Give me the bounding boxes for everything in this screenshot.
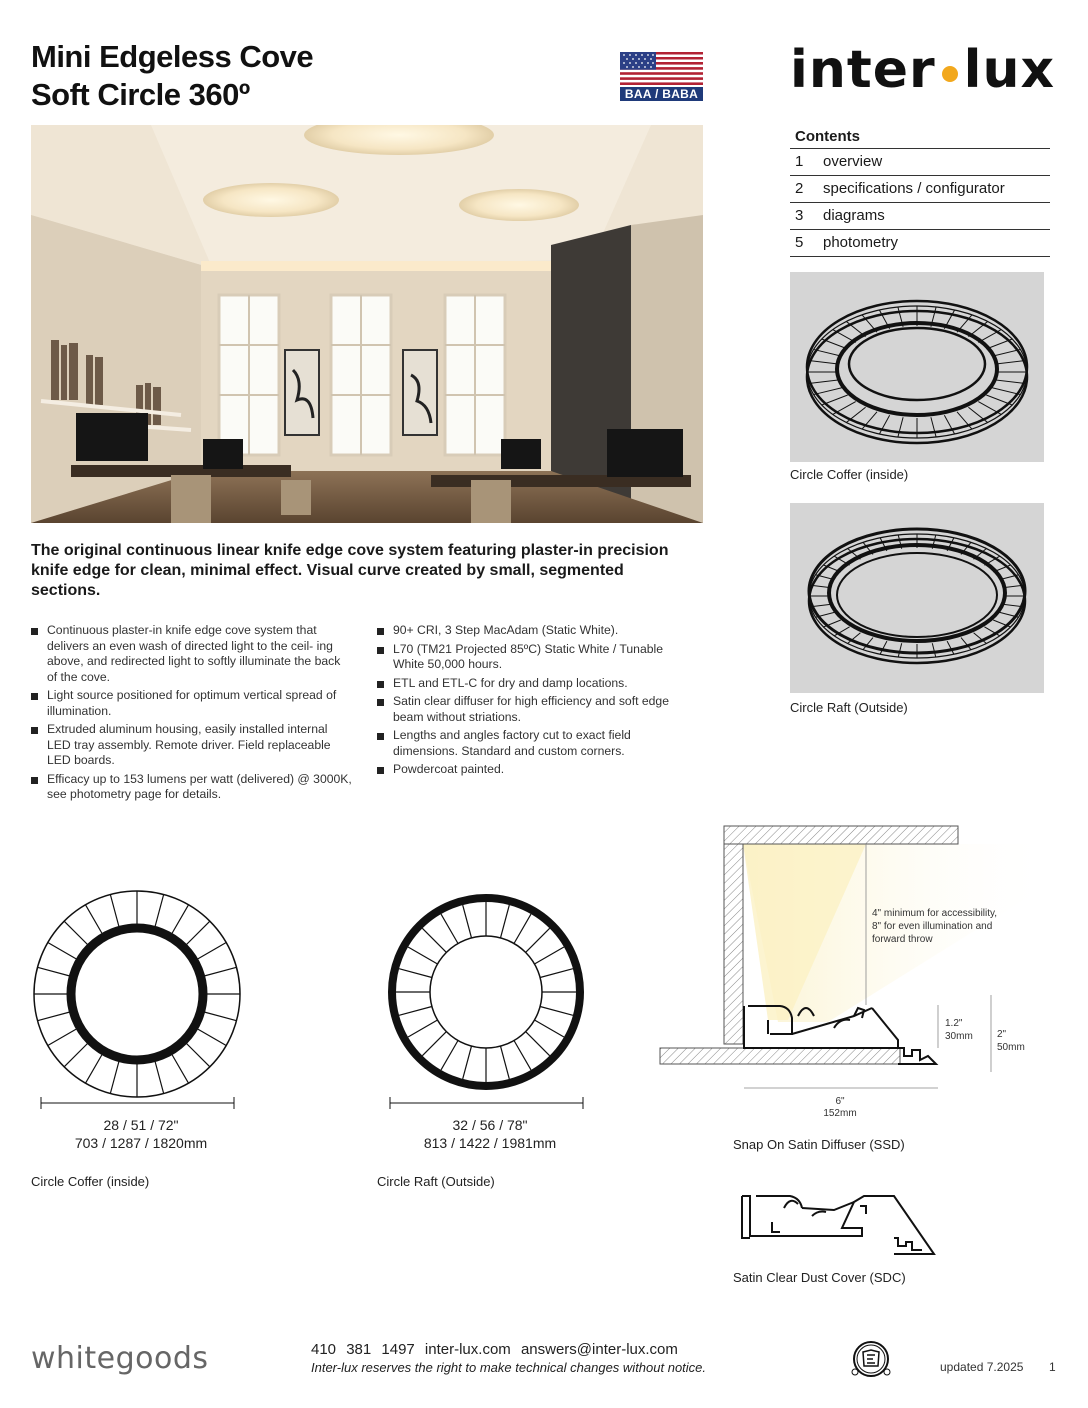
raft-dimension-in: 32 / 56 / 78" <box>452 1117 528 1133</box>
ring-segment-line <box>534 947 563 964</box>
section-note-line-3: forward throw <box>872 934 933 945</box>
contents-item-label: photometry <box>823 234 899 251</box>
feature-item: L70 (TM21 Projected 85ºC) Static White / Tunable White 50,000 hours. <box>377 642 677 673</box>
contents-item-label: specifications / configurator <box>823 180 1005 197</box>
footer-disclaimer: Inter-lux reserves the right to make technical changes without notice. <box>311 1360 707 1375</box>
ring-segment-line <box>898 643 901 657</box>
ring-segment-line <box>38 1012 70 1021</box>
ring-segment-line <box>534 1020 563 1037</box>
coffer-dimension-mm: 703 / 1287 / 1820mm <box>74 1135 208 1151</box>
footer-contact[interactable]: 410 381 1497 inter-lux.com answers@inter-lux.com <box>311 1341 678 1358</box>
coffer-dimension-in: 28 / 51 / 72" <box>103 1117 179 1133</box>
feature-item: Light source positioned for optimum vertical spread of illumination. <box>31 688 353 719</box>
page-number: 1 <box>1049 1360 1056 1374</box>
ring-segment-line <box>540 1006 573 1015</box>
ring-segment-line <box>399 1006 432 1015</box>
ring-segment-line <box>198 1029 227 1046</box>
ring-segment-line <box>986 339 1012 349</box>
ring-segment-line <box>833 402 856 415</box>
ring-segment-line <box>205 1012 237 1021</box>
feature-item: Continuous plaster-in knife edge cove system that delivers an even wash of directed light to the ceil- ing above, and redirected light to softly illuminate the back of the cove. <box>31 623 353 685</box>
ring-segment-line <box>86 1055 103 1084</box>
coffer-caption: Circle Coffer (inside) <box>31 1174 150 1189</box>
ring-segment-line <box>172 905 189 934</box>
ring-segment-line <box>814 388 842 395</box>
logo-dot-icon <box>942 66 958 82</box>
thumbnail-caption: Circle Coffer (inside) <box>790 467 909 482</box>
contents-item[interactable] <box>790 203 1050 230</box>
circle-raft-render <box>790 503 1044 693</box>
thumbnail-caption: Circle Raft (Outside) <box>790 700 908 715</box>
feature-item: ETL and ETL-C for dry and damp locations. <box>377 676 677 692</box>
contents-item[interactable] <box>790 149 1050 176</box>
ring-segment-line <box>422 928 446 952</box>
cove-section-diagram <box>658 822 1058 1122</box>
ring-segment-line <box>540 969 573 978</box>
ring-segment-line <box>64 921 87 944</box>
ring-segment-line <box>996 361 1026 364</box>
ring-segment-line <box>500 905 509 938</box>
ring-segment-line <box>441 914 458 943</box>
ring-segment-line <box>514 914 531 943</box>
baa-label: BAA / BABA <box>620 87 703 101</box>
ring-segment-line <box>992 349 1020 356</box>
ring-segment-line <box>978 330 1001 343</box>
feature-item: 90+ CRI, 3 Step MacAdam (Static White). <box>377 623 677 639</box>
contents-item-number: 5 <box>795 234 804 251</box>
contents-item-number: 1 <box>795 153 804 170</box>
section-note-line-2: 8" for even illumination and <box>872 921 993 932</box>
circle-coffer-render <box>790 272 1044 462</box>
feature-item: Powdercoat painted. <box>377 762 677 778</box>
contents-item-number: 3 <box>795 207 804 224</box>
ring-segment-line <box>526 1032 550 1056</box>
contents-item-number: 2 <box>795 180 804 197</box>
section-note-line-1: 4" minimum for accessibility, <box>872 908 998 919</box>
ring-segment-line <box>155 895 164 927</box>
width-mm: 152mm <box>823 1108 857 1119</box>
feature-item: Satin clear diffuser for high efficiency and soft edge beam without striations. <box>377 694 677 725</box>
ring-segment-line <box>978 402 1001 415</box>
ring-segment-line <box>155 1062 164 1094</box>
raft-dimension-mm: 813 / 1422 / 1981mm <box>423 1135 557 1151</box>
ring-segment-line <box>110 895 119 927</box>
ring-segment-line <box>422 1032 446 1056</box>
interlux-logo <box>790 40 1055 100</box>
ring-segment-line <box>198 943 227 960</box>
hero-photo <box>31 125 703 523</box>
ring-segment-line <box>846 407 865 422</box>
ring-segment-line <box>814 349 842 356</box>
dust-cover-caption: Satin Clear Dust Cover (SDC) <box>733 1270 906 1285</box>
contents-heading: Contents <box>790 126 1050 149</box>
ring-segment-line <box>947 641 954 654</box>
raft-caption: Circle Raft (Outside) <box>377 1174 495 1189</box>
height-2-mm: 50mm <box>997 1042 1025 1053</box>
ring-segment-line <box>986 395 1012 405</box>
ring-segment-line <box>38 967 70 976</box>
logo-text-right: lux <box>963 40 1056 100</box>
updated-date: updated 7.2025 <box>940 1360 1024 1374</box>
ring-segment-line <box>822 395 848 405</box>
ring-segment-line <box>110 1062 119 1094</box>
circle-coffer-diagram <box>31 888 243 1113</box>
ring-segment-line <box>86 905 103 934</box>
contents-item[interactable] <box>790 230 1050 257</box>
feature-list-left <box>31 623 353 806</box>
ring-segment-line <box>526 928 550 952</box>
contents-item-label: overview <box>823 153 883 170</box>
ring-segment-line <box>932 643 935 657</box>
ring-segment-line <box>968 321 987 336</box>
feature-item: Extruded aluminum housing, easily installed internal LED tray assembly. Remote driver. Field replaceable LED boards. <box>31 722 353 769</box>
feature-list-right <box>377 623 677 781</box>
ring-segment-line <box>846 321 865 336</box>
ring-segment-line <box>500 1046 509 1079</box>
ring-segment-line <box>996 380 1026 383</box>
ring-segment-line <box>463 905 472 938</box>
ring-segment-line <box>822 339 848 349</box>
product-title <box>31 38 313 114</box>
ring-segment-line <box>408 947 437 964</box>
height-1-in: 1.2" <box>945 1018 963 1029</box>
ring-segment-line <box>408 1020 437 1037</box>
ring-segment-line <box>48 943 77 960</box>
feature-item: Lengths and angles factory cut to exact field dimensions. Standard and custom corners. <box>377 728 677 759</box>
ring-segment-line <box>64 1043 87 1066</box>
us-flag-icon <box>620 52 703 85</box>
ring-segment-line <box>463 1046 472 1079</box>
lead-description: The original continuous linear knife edge cove system featuring plaster-in precision knife edge for clean, minimal effect. Visual curve created by small, segmented sections. <box>31 542 669 599</box>
ring-segment-line <box>898 417 903 437</box>
title-line-1: Mini Edgeless Cove <box>31 39 314 74</box>
ring-segment-line <box>833 330 856 343</box>
ring-segment-line <box>811 585 831 587</box>
ring-segment-line <box>809 361 839 364</box>
ring-segment-line <box>205 967 237 976</box>
baa-flag-badge <box>620 52 703 101</box>
ring-segment-line <box>992 388 1020 395</box>
circle-raft-diagram <box>380 888 592 1113</box>
title-line-2: Soft Circle 360º <box>31 77 250 112</box>
contents-item[interactable] <box>790 176 1050 203</box>
ring-segment-line <box>186 921 209 944</box>
ring-segment-line <box>399 969 432 978</box>
ring-segment-line <box>880 641 887 654</box>
ring-segment-line <box>931 417 936 437</box>
section-caption: Snap On Satin Diffuser (SSD) <box>733 1137 905 1152</box>
ring-segment-line <box>1004 585 1024 587</box>
whitegoods-logo: whitegoods <box>31 1341 209 1376</box>
width-in: 6" <box>835 1096 845 1107</box>
ring-segment-line <box>441 1040 458 1069</box>
ring-segment-line <box>968 407 987 422</box>
ring-segment-line <box>514 1040 531 1069</box>
feature-item: Efficacy up to 153 lumens per watt (delivered) @ 3000K, see photometry page for details. <box>31 772 353 803</box>
contents-table <box>790 126 1050 257</box>
height-2-in: 2" <box>997 1029 1007 1040</box>
etl-listed-icon <box>848 1336 894 1382</box>
ring-segment-line <box>186 1043 209 1066</box>
height-1-mm: 30mm <box>945 1031 973 1042</box>
logo-text-left: inter <box>790 40 936 100</box>
dust-cover-profile-diagram <box>734 1186 944 1266</box>
ring-segment-line <box>48 1029 77 1046</box>
ring-segment-line <box>172 1055 189 1084</box>
ring-segment-line <box>809 380 839 383</box>
contents-item-label: diagrams <box>823 207 885 224</box>
